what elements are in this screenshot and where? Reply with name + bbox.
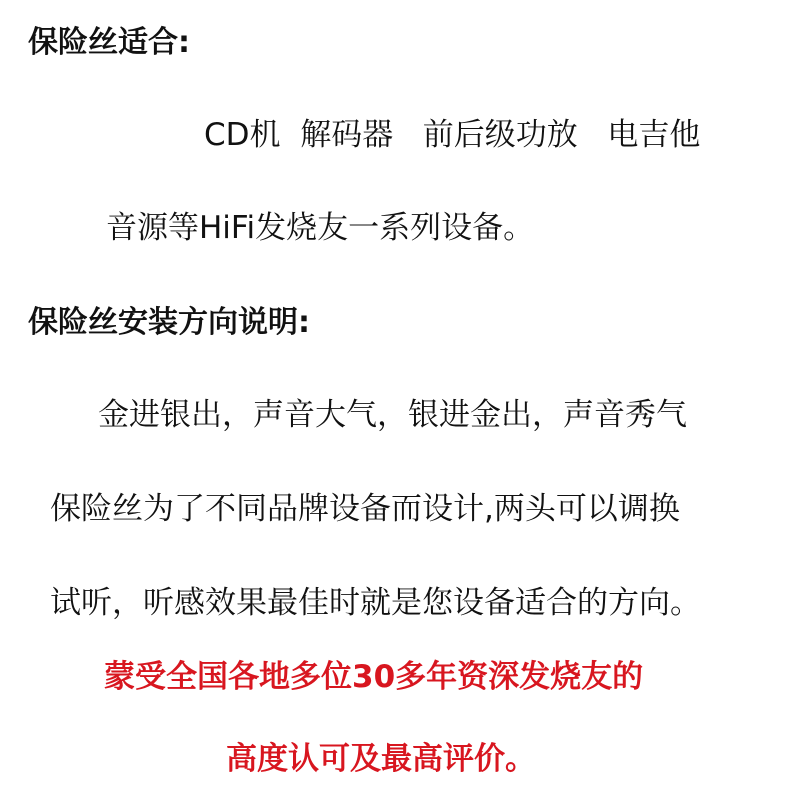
direction-line-3: 试听，听感效果最佳时就是您设备适合的方向。 xyxy=(50,585,701,621)
direction-line-1: 金进银出，声音大气，银进金出，声音秀气 xyxy=(98,397,687,433)
endorsement-line-1: 蒙受全国各地多位30多年资深发烧友的 xyxy=(104,659,644,695)
direction-line-2: 保险丝为了不同品牌设备而设计,两头可以调换 xyxy=(50,491,680,527)
suitable-devices-text: CD机 解码器 前后级功放 电吉他 xyxy=(204,117,701,153)
install-direction-heading: 保险丝安装方向说明: xyxy=(28,305,310,340)
endorsement-line-2: 高度认可及最高评价。 xyxy=(226,741,536,777)
suitable-devices-more-text: 音源等HiFi发烧友一系列设备。 xyxy=(106,210,535,246)
fuse-suitable-heading: 保险丝适合: xyxy=(28,25,190,60)
